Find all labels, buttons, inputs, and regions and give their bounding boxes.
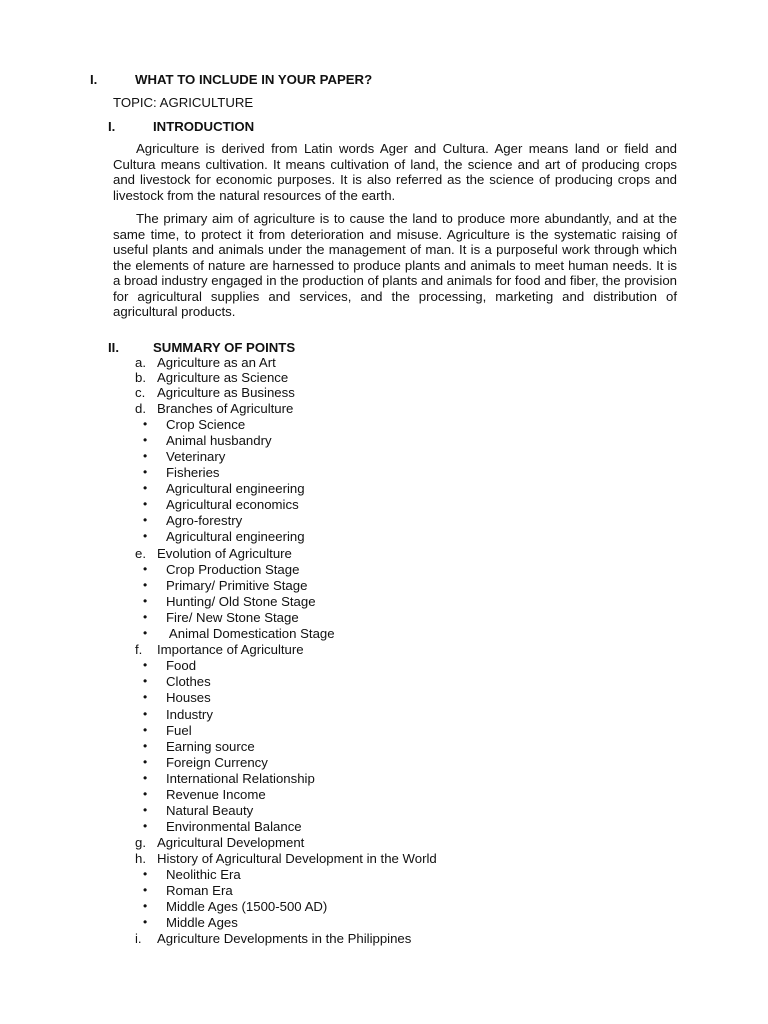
bullet-icon: •	[143, 481, 148, 496]
point-marker: b.	[135, 370, 146, 386]
bullet-item: Agricultural engineering	[166, 481, 305, 497]
bullet-item: Foreign Currency	[166, 754, 268, 770]
bullet-icon: •	[143, 593, 148, 608]
section-title: SUMMARY OF POINTS	[153, 340, 296, 355]
bullet-item: Clothes	[166, 674, 211, 690]
section-title: INTRODUCTION	[153, 119, 255, 134]
bullet-icon: •	[143, 448, 148, 463]
bullet-icon: •	[143, 529, 148, 544]
bullet-icon: •	[143, 497, 148, 512]
point-item: Importance of Agriculture	[157, 642, 304, 658]
bullet-item: Hunting/ Old Stone Stage	[166, 593, 316, 609]
bullet-item: International Relationship	[166, 770, 315, 786]
point-marker: f.	[135, 642, 143, 658]
point-marker: e.	[135, 545, 146, 561]
bullet-item: Environmental Balance	[166, 819, 302, 835]
bullet-item: Roman Era	[166, 882, 233, 898]
bullet-item: Natural Beauty	[166, 803, 254, 819]
bullet-item: Earning source	[166, 738, 255, 754]
bullet-icon: •	[143, 690, 148, 705]
bullet-item: Veterinary	[166, 448, 226, 464]
bullet-icon: •	[143, 658, 148, 673]
point-item: Evolution of Agriculture	[157, 545, 292, 561]
bullet-icon: •	[143, 561, 148, 576]
bullet-item: Houses	[166, 690, 211, 706]
bullet-icon: •	[143, 770, 148, 785]
bullet-item: Animal Domestication Stage	[166, 626, 335, 641]
topic-line: TOPIC: AGRICULTURE	[113, 95, 254, 110]
point-item: Agricultural Development	[157, 835, 305, 851]
point-item: Agriculture as an Art	[157, 355, 276, 370]
intro-paragraph: Agriculture is derived from Latin words Ager and Cultura. Ager means land or field and Cultura means cultivation. It means cultivation of land, the science and art of producing crops and livestock for economic purposes. It is also referred as the science of producing crops and livestock from the natural resources of the earth.	[113, 141, 677, 203]
page-heading: WHAT TO INCLUDE IN YOUR PAPER?	[135, 72, 373, 87]
point-marker: h.	[135, 850, 146, 866]
bullet-icon: •	[143, 722, 148, 737]
bullet-icon: •	[143, 787, 148, 801]
point-marker: i.	[135, 931, 142, 946]
point-item: Branches of Agriculture	[157, 400, 294, 416]
bullet-item: Industry	[166, 706, 213, 722]
bullet-item: Middle Ages	[166, 914, 238, 930]
bullet-item: Fuel	[166, 722, 192, 738]
point-marker: c.	[135, 385, 146, 401]
bullet-item: Crop Production Stage	[166, 561, 300, 577]
point-marker: a.	[135, 355, 146, 370]
bullet-icon: •	[143, 513, 148, 528]
heading-numeral: I.	[90, 72, 98, 87]
section-numeral: II.	[108, 340, 119, 355]
bullet-icon: •	[143, 738, 148, 753]
bullet-item: Agricultural economics	[166, 497, 299, 513]
bullet-icon: •	[143, 754, 148, 769]
bullet-item: Neolithic Era	[166, 866, 241, 882]
bullet-item: Fire/ New Stone Stage	[166, 609, 299, 625]
point-marker: d.	[135, 400, 146, 416]
bullet-icon: •	[143, 432, 148, 447]
bullet-item: Fisheries	[166, 465, 220, 480]
bullet-icon: •	[143, 914, 148, 929]
bullet-icon: •	[143, 803, 148, 818]
bullet-icon: •	[143, 882, 148, 897]
bullet-item: Crop Science	[166, 416, 246, 432]
bullet-icon: •	[143, 465, 148, 479]
point-item: History of Agricultural Development in the World	[157, 850, 437, 866]
bullet-item: Primary/ Primitive Stage	[166, 577, 308, 593]
bullet-item: Revenue Income	[166, 787, 266, 802]
bullet-icon: •	[143, 609, 148, 624]
bullet-item: Middle Ages (1500-500 AD)	[166, 898, 328, 914]
bullet-item: Animal husbandry	[166, 432, 272, 448]
point-marker: g.	[135, 835, 146, 851]
point-item: Agriculture as Science	[157, 370, 289, 386]
bullet-icon: •	[143, 706, 148, 721]
bullet-item: Food	[166, 658, 197, 674]
section-numeral: I.	[108, 119, 116, 134]
bullet-icon: •	[143, 819, 148, 834]
bullet-icon: •	[143, 577, 148, 592]
bullet-icon: •	[143, 866, 148, 881]
bullet-item: Agro-forestry	[166, 513, 243, 529]
bullet-icon: •	[143, 898, 148, 913]
bullet-icon: •	[143, 674, 148, 689]
bullet-icon: •	[143, 416, 148, 431]
point-item: Agriculture as Business	[157, 385, 295, 401]
intro-paragraph: The primary aim of agriculture is to cause the land to produce more abundantly, and at the same time, to protect it from deterioration and misuse. Agriculture is the systematic raising of useful plants and animals under the management of man. It is a purposeful work through which the elements of nature are harnessed to produce plants and animals to meet human needs. It is a broad industry engaged in the production of plants and animals for food and fiber, the provision for agricultural supplies and services, and the processing, marketing and distribution of agricultural products.	[113, 211, 677, 319]
bullet-item: Agricultural engineering	[166, 529, 305, 545]
point-item: Agriculture Developments in the Philippines	[157, 931, 412, 946]
bullet-icon: •	[143, 626, 148, 640]
